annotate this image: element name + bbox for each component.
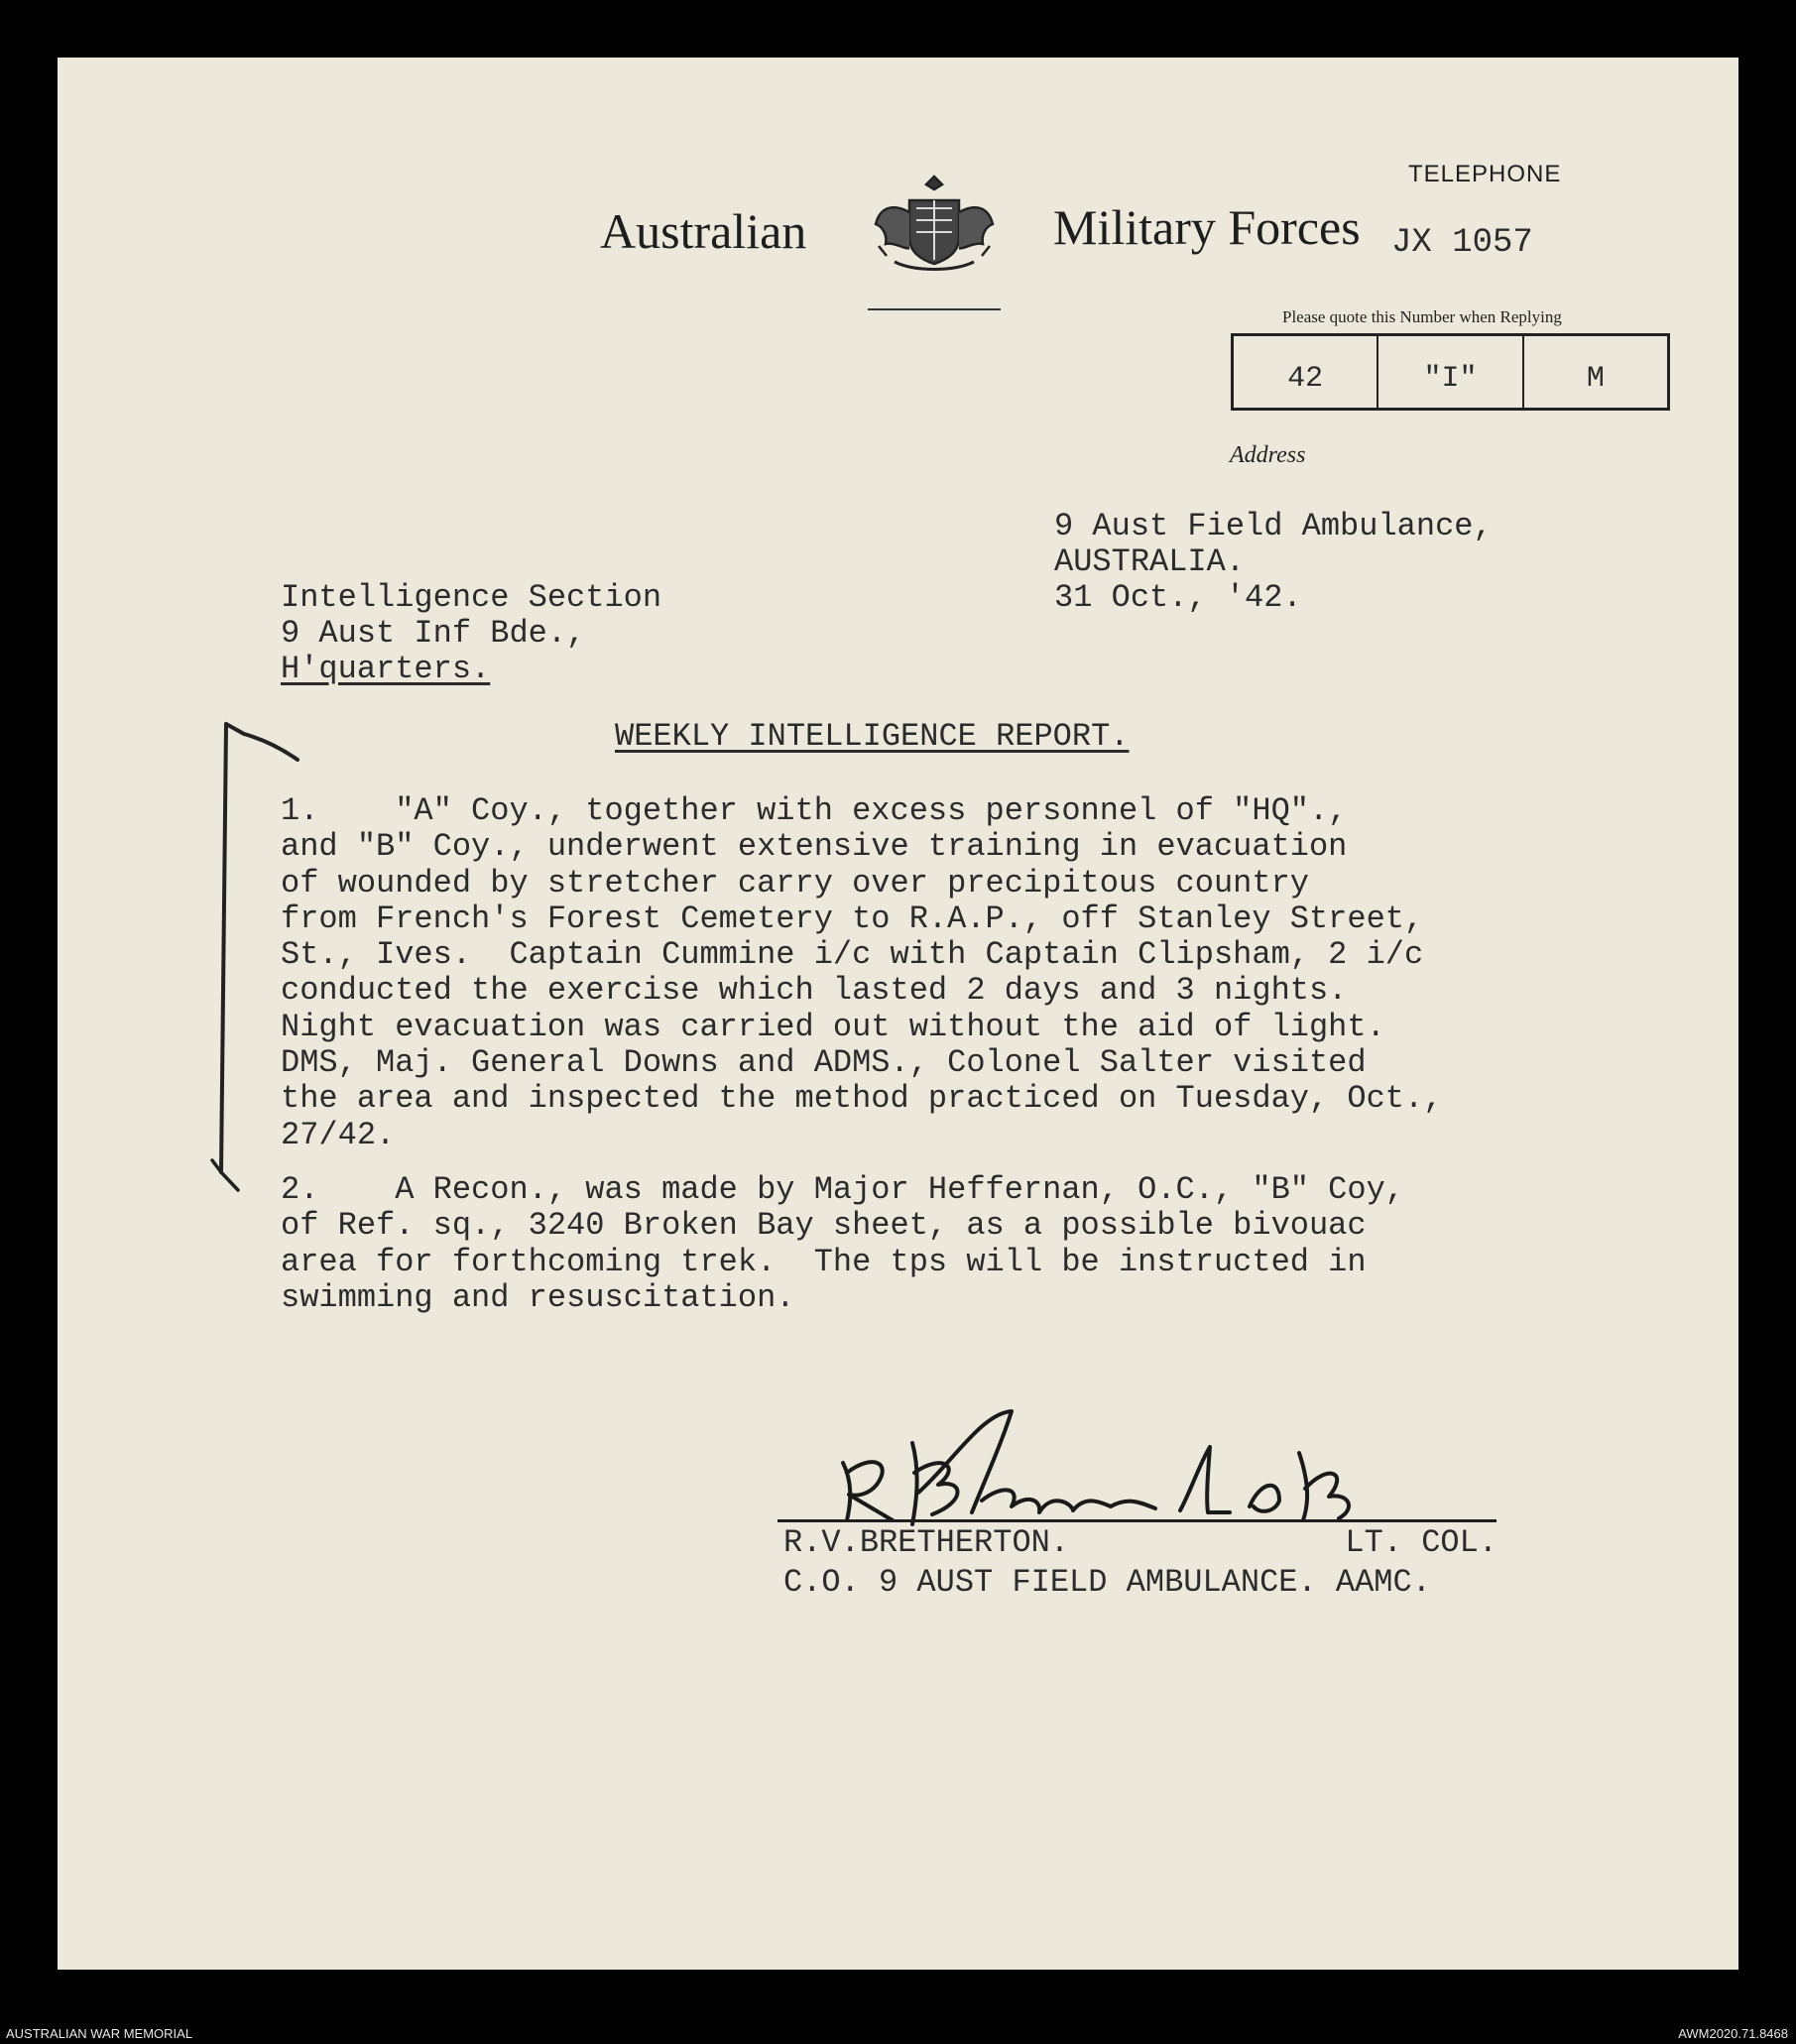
reference-number-box <box>1231 333 1670 411</box>
paragraph-line: 2. A Recon., was made by Major Heffernan, O.C., "B" Coy, <box>281 1171 1404 1208</box>
telephone-number: JX 1057 <box>1391 224 1533 262</box>
reference-cell-number: 42 <box>1287 362 1324 396</box>
archive-accession: AWM2020.71.8468 <box>1678 2026 1788 2041</box>
letterhead-divider <box>868 308 1001 310</box>
margin-bracket-mark <box>208 716 317 1202</box>
paragraph-line: conducted the exercise which lasted 2 days and 3 nights. <box>281 972 1348 1010</box>
recipient-line: H'quarters. <box>281 651 491 687</box>
paragraph-line: the area and inspected the method practiced on Tuesday, Oct., <box>281 1080 1443 1118</box>
report-paragraph-2 <box>281 1172 1404 1316</box>
signatory-rank: LT. COL. <box>1345 1524 1497 1561</box>
handwritten-signature <box>813 1403 1428 1532</box>
sender-line: AUSTRALIA. <box>1054 543 1246 580</box>
paragraph-line: and "B" Coy., underwent extensive training in evacuation <box>281 828 1348 866</box>
paragraph-line: from French's Forest Cemetery to R.A.P., off Stanley Street, <box>281 900 1424 937</box>
reference-cell-suffix: M <box>1522 336 1667 408</box>
paragraph-line: 1. "A" Coy., together with excess personnel of "HQ"., <box>281 792 1348 829</box>
report-paragraph-1 <box>281 793 1442 1153</box>
letterhead-right-word: Military Forces <box>1053 199 1361 255</box>
letterhead-left-word: Australian <box>600 203 807 259</box>
paragraph-line: Night evacuation was carried out without the aid of light. <box>281 1008 1385 1045</box>
paragraph-line: area for forthcoming trek. The tps will be instructed in <box>281 1243 1367 1280</box>
signatory-name: R.V.BRETHERTON. <box>783 1524 1070 1561</box>
address-label: Address <box>1230 442 1306 468</box>
quote-number-label: Please quote this Number when Replying <box>1282 307 1562 326</box>
telephone-label: TELEPHONE <box>1408 161 1562 187</box>
paragraph-line: St., Ives. Captain Cummine i/c with Captain Clipsham, 2 i/c <box>281 936 1424 974</box>
signature-line <box>778 1519 1497 1522</box>
sender-date: 31 Oct., '42. <box>1054 579 1302 616</box>
signatory-title: C.O. 9 AUST FIELD AMBULANCE. AAMC. <box>783 1564 1431 1601</box>
paragraph-line: DMS, Maj. General Downs and ADMS., Colonel Salter visited <box>281 1044 1367 1082</box>
report-title: WEEKLY INTELLIGENCE REPORT. <box>615 718 1130 755</box>
sender-line: 9 Aust Field Ambulance, <box>1054 508 1493 544</box>
reference-cell-section: "I" <box>1377 336 1521 408</box>
signature-block <box>783 1525 1497 1601</box>
paragraph-line: of Ref. sq., 3240 Broken Bay sheet, as a possible bivouac <box>281 1207 1367 1245</box>
paragraph-line: swimming and resuscitation. <box>281 1278 795 1316</box>
coat-of-arms-emblem <box>865 171 1004 280</box>
paragraph-line: 27/42. <box>281 1116 396 1153</box>
paragraph-line: of wounded by stretcher carry over precipitous country <box>281 864 1309 902</box>
sender-address <box>1054 509 1493 616</box>
recipient-line: 9 Aust Inf Bde., <box>281 615 586 652</box>
archive-institution: AUSTRALIAN WAR MEMORIAL <box>6 2026 193 2041</box>
recipient-line: Intelligence Section <box>281 579 662 616</box>
recipient-address <box>281 580 661 687</box>
